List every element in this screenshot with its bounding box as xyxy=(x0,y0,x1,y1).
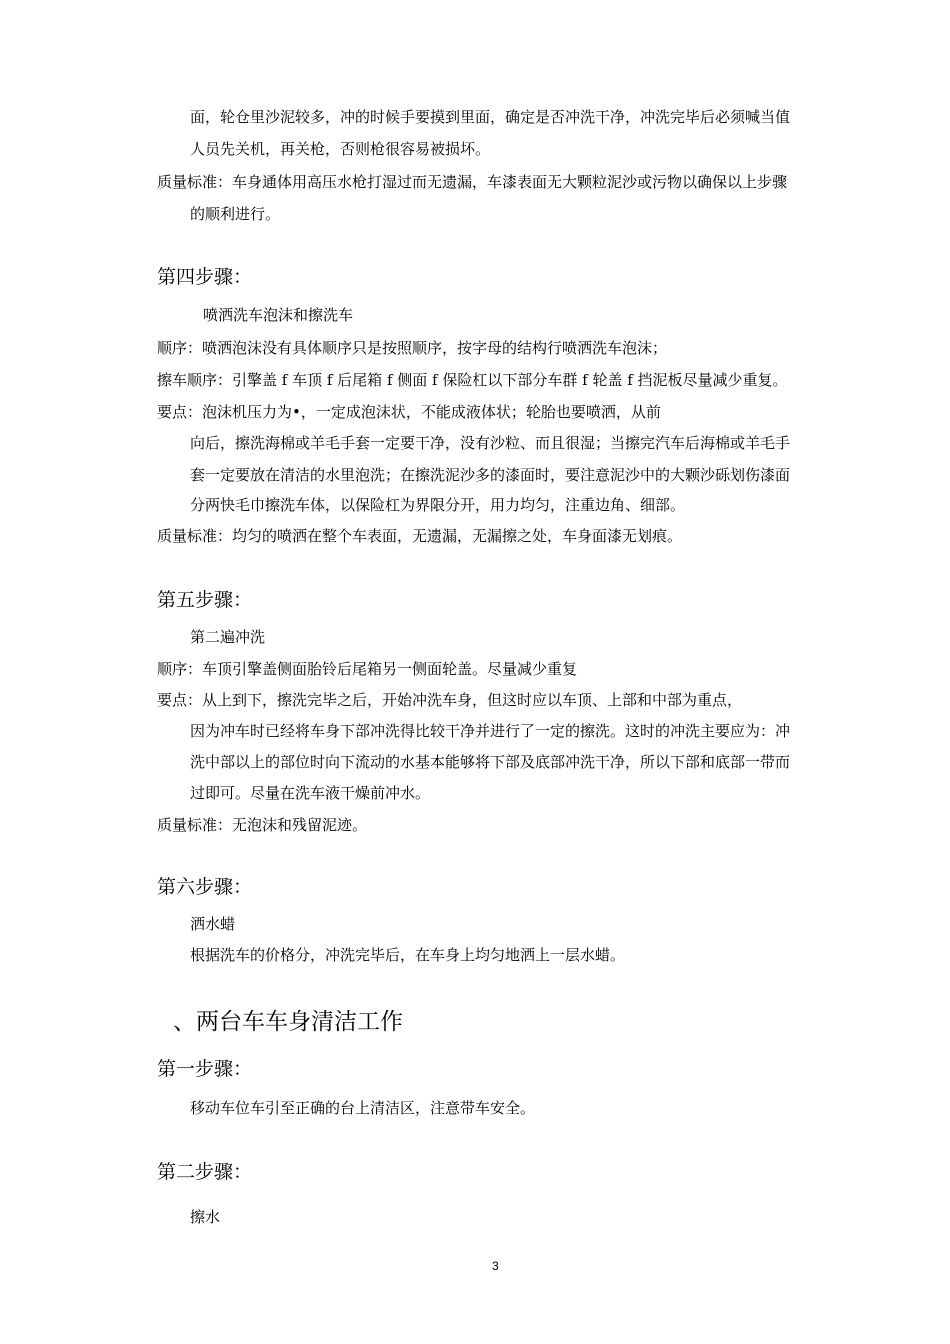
paragraph-line: 人员先关机，再关枪，否则枪很容易被损坏。 xyxy=(190,140,491,158)
step-2-heading: 第二步骤： xyxy=(157,1161,253,1183)
paragraph-line: 过即可。尽量在洗车液干燥前冲水。 xyxy=(190,784,431,802)
key-points-line: 要点：泡沫机压力为•，一定成泡沫状，不能成液体状；轮胎也要喷洒，从前 xyxy=(157,403,661,421)
paragraph-line: 面，轮仓里沙泥较多，冲的时候手要摸到里面，确定是否冲洗干净，冲洗完毕后必须喊当值 xyxy=(190,108,791,126)
paragraph-line: 因为冲车时已经将车身下部冲洗得比较干净并进行了一定的擦洗。这时的冲洗主要应为：冲 xyxy=(190,722,791,740)
section-heading: 、两台车车身清洁工作 xyxy=(173,1009,403,1035)
key-points-line: 要点：从上到下，擦洗完毕之后，开始冲洗车身，但这时应以车顶、上部和中部为重点， xyxy=(157,691,743,709)
order-line: 顺序：车顶引擎盖侧面胎铃后尾箱另一侧面轮盖。尽量减少重复 xyxy=(157,660,578,678)
step-1-heading: 第一步骤： xyxy=(157,1058,253,1080)
paragraph-line: 根据洗车的价格分，冲洗完毕后，在车身上均匀地洒上一层水蜡。 xyxy=(190,946,626,964)
quality-standard-line: 质量标准：无泡沫和残留泥迹。 xyxy=(157,816,368,834)
step-5-heading: 第五步骤： xyxy=(157,589,253,611)
order-line: 顺序：喷洒泡沫没有具体顺序只是按照顺序，按字母的结构行喷洒洗车泡沫； xyxy=(157,339,668,357)
paragraph-line: 擦水 xyxy=(190,1208,221,1226)
page-number: 3 xyxy=(492,1259,499,1273)
step-6-heading: 第六步骤： xyxy=(157,876,253,898)
paragraph-line: 洗中部以上的部位时向下流动的水基本能够将下部及底部冲洗干净，所以下部和底部一带而 xyxy=(190,753,791,771)
step-4-heading: 第四步骤： xyxy=(157,266,253,288)
paragraph-line: 分两快毛巾擦洗车体，以保险杠为界限分开，用力均匀，注重边角、细部。 xyxy=(190,496,686,514)
step-5-subtitle: 第二遍冲洗 xyxy=(190,628,266,646)
quality-standard-line: 质量标准：均匀的喷洒在整个车表面，无遗漏，无漏擦之处，车身面漆无划痕。 xyxy=(157,527,683,545)
paragraph-line: 向后，擦洗海棉或羊毛手套一定要干净，没有沙粒、而且很湿；当擦完汽车后海棉或羊毛手 xyxy=(190,434,791,452)
wipe-order-line: 擦车顺序：引擎盖 f 车顶 f 后尾箱 f 侧面 f 保险杠以下部分车群 f 轮盖 f 挡泥板尽量减少重复。 xyxy=(157,371,788,389)
paragraph-line: 套一定要放在清洁的水里泡洗；在擦洗泥沙多的漆面时，要注意泥沙中的大颗沙砾划伤漆面 xyxy=(190,466,791,484)
step-4-subtitle: 喷洒洗车泡沫和擦洗车 xyxy=(203,306,354,324)
paragraph-line: 的顺利进行。 xyxy=(190,205,281,223)
step-6-subtitle: 洒水蜡 xyxy=(190,915,236,933)
quality-standard-line: 质量标准：车身通体用高压水枪打湿过而无遗漏，车漆表面无大颗粒泥沙或污物以确保以上步骤 xyxy=(157,173,788,191)
paragraph-line: 移动车位车引至正确的台上清洁区，注意带车安全。 xyxy=(190,1099,536,1117)
